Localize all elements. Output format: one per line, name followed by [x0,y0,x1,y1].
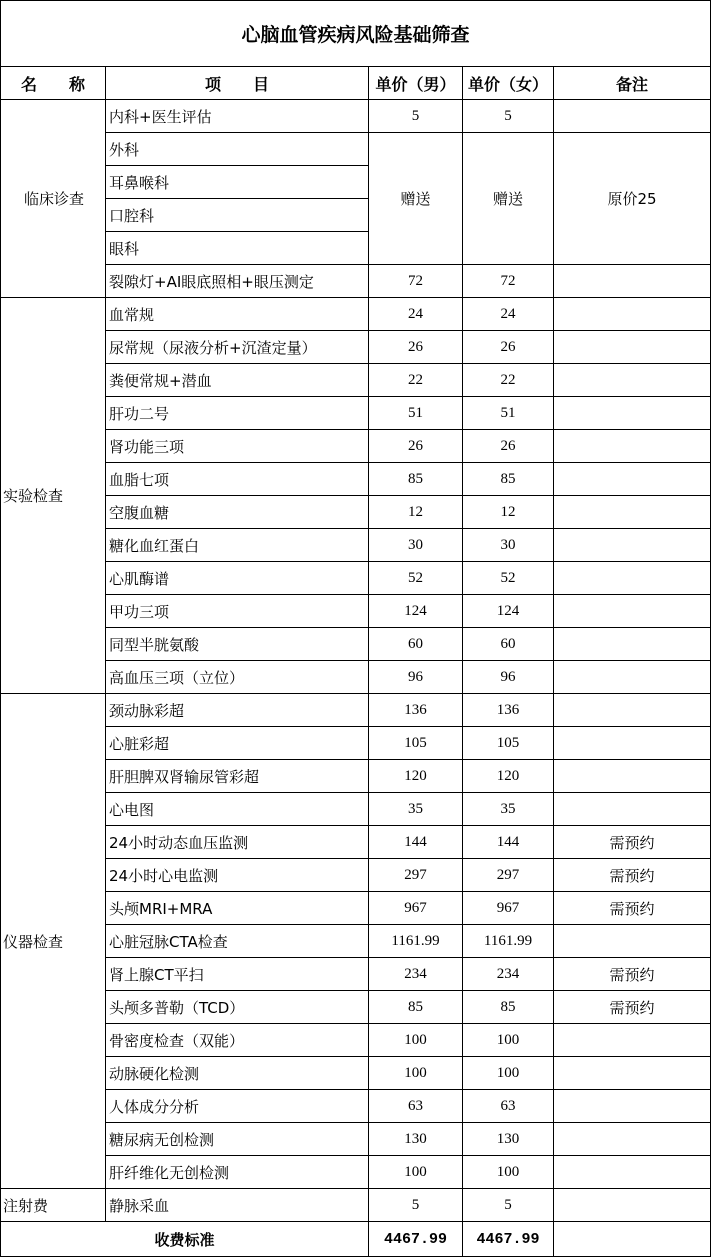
price-female-cell: 130 [463,1123,554,1156]
table-row [1,562,711,595]
total-label: 收费标准 [1,1222,369,1257]
price-female-cell: 52 [463,562,554,595]
price-male-cell: 35 [369,793,463,826]
table-row [1,859,711,892]
price-male-cell: 26 [369,331,463,364]
table-row [1,430,711,463]
price-male-cell: 5 [369,100,463,133]
price-male-cell: 124 [369,595,463,628]
price-female-cell: 100 [463,1057,554,1090]
item-cell: 糖尿病无创检测 [106,1123,369,1156]
price-male-cell: 5 [369,1189,463,1222]
item-cell: 心脏冠脉CTA检查 [106,925,369,958]
price-male-cell: 297 [369,859,463,892]
price-male-merged: 赠送 [369,133,463,265]
price-male-cell: 26 [369,430,463,463]
table-row [1,463,711,496]
price-female-cell: 85 [463,463,554,496]
category-injection: 注射费 [1,1189,106,1222]
item-cell: 同型半胱氨酸 [106,628,369,661]
table-row [1,892,711,925]
item-cell: 裂隙灯+AI眼底照相+眼压测定 [106,265,369,298]
table-row [1,100,711,133]
table-row [1,364,711,397]
price-male-cell: 63 [369,1090,463,1123]
note-cell [554,463,711,496]
price-male-cell: 100 [369,1156,463,1189]
table-row [1,529,711,562]
table-row [1,1123,711,1156]
note-cell [554,760,711,793]
table-row [1,793,711,826]
item-cell: 心肌酶谱 [106,562,369,595]
category-instrument: 仪器检查 [1,694,106,1189]
note-cell: 需预约 [554,892,711,925]
table-row [1,331,711,364]
note-cell: 需预约 [554,958,711,991]
price-female-cell: 26 [463,430,554,463]
note-cell [554,529,711,562]
note-cell [554,397,711,430]
table-row [1,760,711,793]
price-male-cell: 24 [369,298,463,331]
price-male-cell: 12 [369,496,463,529]
note-cell [554,1024,711,1057]
item-cell: 甲功三项 [106,595,369,628]
price-male-cell: 120 [369,760,463,793]
item-cell: 耳鼻喉科 [106,166,369,199]
item-cell: 头颅MRI+MRA [106,892,369,925]
note-cell [554,496,711,529]
price-male-cell: 130 [369,1123,463,1156]
category-clinical: 临床诊查 [1,100,106,298]
price-female-cell: 144 [463,826,554,859]
item-cell: 肝功二号 [106,397,369,430]
price-male-cell: 22 [369,364,463,397]
note-cell: 需预约 [554,859,711,892]
price-female-cell: 35 [463,793,554,826]
note-cell: 需预约 [554,991,711,1024]
table-row [1,925,711,958]
note-cell [554,793,711,826]
price-female-cell: 12 [463,496,554,529]
item-cell: 眼科 [106,232,369,265]
note-cell [554,100,711,133]
price-male-cell: 1161.99 [369,925,463,958]
price-male-cell: 136 [369,694,463,727]
item-cell: 24小时动态血压监测 [106,826,369,859]
item-cell: 肝纤维化无创检测 [106,1156,369,1189]
header-name: 名 称 [1,67,106,100]
item-cell: 骨密度检查（双能） [106,1024,369,1057]
total-row [1,1222,711,1257]
price-male-cell: 105 [369,727,463,760]
note-cell [554,1057,711,1090]
table-row [1,496,711,529]
price-male-cell: 30 [369,529,463,562]
table-row [1,133,711,166]
price-male-cell: 144 [369,826,463,859]
note-cell [554,694,711,727]
price-female-cell: 51 [463,397,554,430]
table-row [1,958,711,991]
table-row [1,1090,711,1123]
item-cell: 尿常规（尿液分析+沉渣定量） [106,331,369,364]
price-female-cell: 63 [463,1090,554,1123]
item-cell: 心电图 [106,793,369,826]
price-female-cell: 1161.99 [463,925,554,958]
price-male-cell: 96 [369,661,463,694]
price-female-cell: 5 [463,1189,554,1222]
price-female-cell: 5 [463,100,554,133]
item-cell: 头颅多普勒（TCD） [106,991,369,1024]
category-lab: 实验检查 [1,298,106,694]
price-female-cell: 85 [463,991,554,1024]
table-row [1,1189,711,1222]
price-male-cell: 60 [369,628,463,661]
note-cell [554,661,711,694]
note-cell [554,331,711,364]
item-cell: 粪便常规+潜血 [106,364,369,397]
item-cell: 颈动脉彩超 [106,694,369,727]
table-row [1,397,711,430]
note-merged: 原价25 [554,133,711,265]
price-female-cell: 22 [463,364,554,397]
table-row [1,826,711,859]
price-female-cell: 72 [463,265,554,298]
table-row [1,1156,711,1189]
price-male-cell: 85 [369,463,463,496]
note-cell [554,265,711,298]
table-row [1,661,711,694]
note-cell [554,595,711,628]
price-female-cell: 105 [463,727,554,760]
note-cell [554,298,711,331]
item-cell: 静脉采血 [106,1189,369,1222]
item-cell: 血脂七项 [106,463,369,496]
total-price-male: 4467.99 [369,1222,463,1257]
item-cell: 血常规 [106,298,369,331]
note-cell [554,562,711,595]
note-cell: 需预约 [554,826,711,859]
price-male-cell: 100 [369,1057,463,1090]
note-cell [554,1189,711,1222]
title-row [1,1,711,67]
item-cell: 糖化血红蛋白 [106,529,369,562]
note-cell [554,925,711,958]
item-cell: 内科+医生评估 [106,100,369,133]
table-row [1,628,711,661]
item-cell: 口腔科 [106,199,369,232]
item-cell: 肾功能三项 [106,430,369,463]
price-female-cell: 30 [463,529,554,562]
table-row [1,727,711,760]
item-cell: 外科 [106,133,369,166]
item-cell: 高血压三项（立位） [106,661,369,694]
price-female-cell: 100 [463,1156,554,1189]
note-cell [554,1123,711,1156]
header-row [1,67,711,100]
header-item: 项 目 [106,67,369,100]
price-female-cell: 24 [463,298,554,331]
price-male-cell: 100 [369,1024,463,1057]
price-female-cell: 60 [463,628,554,661]
item-cell: 空腹血糖 [106,496,369,529]
item-cell: 24小时心电监测 [106,859,369,892]
table-row [1,694,711,727]
item-cell: 肾上腺CT平扫 [106,958,369,991]
note-cell [554,1156,711,1189]
note-cell [554,364,711,397]
note-cell [554,727,711,760]
table-row [1,298,711,331]
header-price-female: 单价（女） [463,67,554,100]
price-female-cell: 124 [463,595,554,628]
table-row [1,991,711,1024]
price-male-cell: 234 [369,958,463,991]
price-female-cell: 26 [463,331,554,364]
note-cell [554,430,711,463]
item-cell: 肝胆脾双肾输尿管彩超 [106,760,369,793]
price-male-cell: 967 [369,892,463,925]
price-female-cell: 120 [463,760,554,793]
price-female-cell: 96 [463,661,554,694]
note-cell [554,628,711,661]
price-male-cell: 52 [369,562,463,595]
item-cell: 心脏彩超 [106,727,369,760]
price-female-cell: 234 [463,958,554,991]
item-cell: 人体成分分析 [106,1090,369,1123]
price-male-cell: 51 [369,397,463,430]
price-female-cell: 967 [463,892,554,925]
price-male-cell: 72 [369,265,463,298]
price-female-cell: 136 [463,694,554,727]
price-male-cell: 85 [369,991,463,1024]
price-female-cell: 100 [463,1024,554,1057]
header-price-male: 单价（男） [369,67,463,100]
table-row [1,265,711,298]
note-cell [554,1090,711,1123]
price-female-merged: 赠送 [463,133,554,265]
total-price-female: 4467.99 [463,1222,554,1257]
total-note [554,1222,711,1257]
table-row [1,1057,711,1090]
table-row [1,595,711,628]
price-female-cell: 297 [463,859,554,892]
table-row [1,1024,711,1057]
item-cell: 动脉硬化检测 [106,1057,369,1090]
table-title: 心脑血管疾病风险基础筛查 [1,1,711,67]
header-note: 备注 [554,67,711,100]
